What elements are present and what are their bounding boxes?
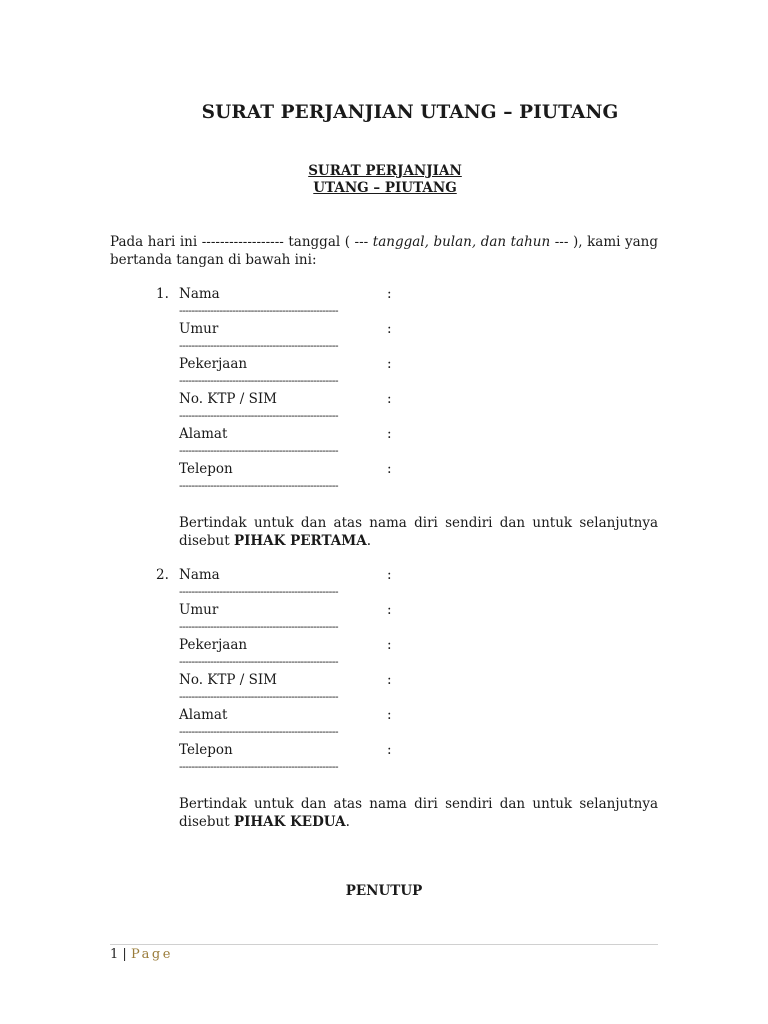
- field-colon: :: [387, 707, 392, 723]
- fill-in-line: ---------------------------------------------------: [179, 339, 338, 352]
- field-colon: :: [387, 602, 392, 618]
- party-designation: PIHAK PERTAMA: [233, 533, 367, 549]
- subtitle-line-2: UTANG – PIUTANG: [313, 180, 457, 196]
- party1-number: 1.: [156, 286, 169, 302]
- fill-in-line: ---------------------------------------------------: [179, 760, 338, 773]
- fill-in-line: ---------------------------------------------------: [179, 409, 338, 422]
- party1-statement: [179, 514, 658, 550]
- statement-period: .: [345, 814, 350, 830]
- party2-number: 2.: [156, 567, 169, 583]
- document-title: SURAT PERJANJIAN UTANG – PIUTANG: [201, 102, 619, 123]
- fill-in-line: ---------------------------------------------------: [179, 585, 338, 598]
- subtitle-line-1: SURAT PERJANJIAN: [308, 163, 462, 179]
- field-label: Nama: [179, 286, 220, 302]
- fill-in-line: ---------------------------------------------------: [179, 479, 338, 492]
- field-label: Telepon: [179, 742, 233, 758]
- party-designation: PIHAK KEDUA: [233, 814, 346, 830]
- intro-prefix: Pada hari ini ------------------ tanggal ( ---: [110, 234, 369, 250]
- intro-italic: tanggal, bulan, dan tahun: [372, 234, 551, 250]
- fill-in-line: ---------------------------------------------------: [179, 304, 338, 317]
- field-label: Umur: [179, 602, 219, 618]
- fill-in-line: ---------------------------------------------------: [179, 690, 338, 703]
- field-colon: :: [387, 461, 392, 477]
- section-heading-penutup: PENUTUP: [345, 883, 423, 899]
- page-footer: [110, 947, 173, 962]
- field-colon: :: [387, 637, 392, 653]
- field-label: Pekerjaan: [179, 356, 248, 372]
- fill-in-line: ---------------------------------------------------: [179, 725, 338, 738]
- field-colon: :: [387, 742, 392, 758]
- statement-period: .: [366, 533, 371, 549]
- statement-text: Bertindak untuk dan atas nama diri sendiri dan untuk selanjutnya disebut: [179, 796, 658, 830]
- page-number: 1: [110, 947, 119, 962]
- field-colon: :: [387, 426, 392, 442]
- field-label: Nama: [179, 567, 220, 583]
- field-colon: :: [387, 356, 392, 372]
- page-label: Page: [130, 947, 173, 962]
- field-label: Alamat: [179, 426, 228, 442]
- field-colon: :: [387, 391, 392, 407]
- statement-text: Bertindak untuk dan atas nama diri sendiri dan untuk selanjutnya disebut: [179, 515, 658, 549]
- field-label: No. KTP / SIM: [179, 391, 277, 407]
- intro-paragraph: [110, 233, 658, 269]
- field-label: No. KTP / SIM: [179, 672, 277, 688]
- field-label: Umur: [179, 321, 219, 337]
- fill-in-line: ---------------------------------------------------: [179, 655, 338, 668]
- field-label: Telepon: [179, 461, 233, 477]
- footer-divider: [110, 944, 658, 945]
- field-colon: :: [387, 286, 392, 302]
- field-label: Alamat: [179, 707, 228, 723]
- field-colon: :: [387, 321, 392, 337]
- fill-in-line: ---------------------------------------------------: [179, 374, 338, 387]
- fill-in-line: ---------------------------------------------------: [179, 444, 338, 457]
- field-colon: :: [387, 672, 392, 688]
- field-label: Pekerjaan: [179, 637, 248, 653]
- field-colon: :: [387, 567, 392, 583]
- party2-statement: [179, 795, 658, 831]
- intro-suffix: --- ), kami yang bertanda tangan di bawah ini:: [110, 234, 658, 268]
- footer-separator: |: [122, 947, 127, 962]
- fill-in-line: ---------------------------------------------------: [179, 620, 338, 633]
